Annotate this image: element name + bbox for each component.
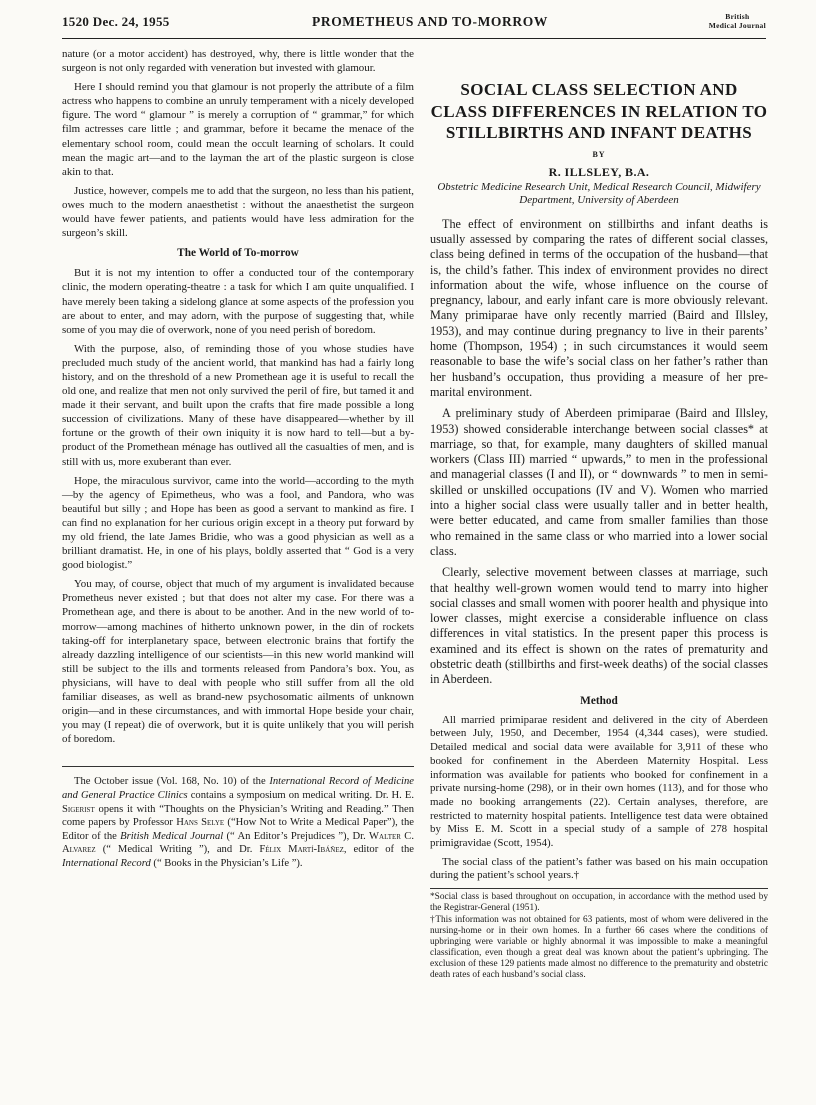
left-paragraph-2: Here I should remind you that glamour is not properly the attribute of a film actress who happens to combine an unruly temperament with a nicely developed figure. The word “ glamour ” is merely a corruption of “ grammar,” for which film actresses care little ; and grammar, before it became the menace of the elementary school room, could mean the occult learning of scholars. It could mean the magic art—and to the layman the art of the plastic surgeon is close akin to that. — [62, 81, 414, 178]
left-paragraph-7: You may, of course, object that much of my argument is invalidated because Prometheus never existed ; but that does not alter my case. For there was a Promethean age, and there is about to be another. And in the new world of to-morrow—among machines of hitherto unknown power, in the din of rockets taking-off for interplanetary space, between electronic brains that fortify the already dazzling intelligence of our scientists—in this new world mankind will still be subject to the ills and torments released from Pandora’s box. You, as physicians, will have to deal with people who still suffer from all the old familiar diseases, as well as brand-new psychosomatic ailments of unknown origin—and in these circumstances, and with immortal Hope beside your chair, you may (I repeat) die of overwork, but it is quite unlikely that you will perish of boredom. — [62, 578, 414, 746]
left-column — [62, 47, 414, 876]
article-paragraph-3: Clearly, selective movement between classes at marriage, such that healthy well-grown women would tend to marry into higher social classes and small women with poorer health and physique into lower classes, might exercise a considerable influence on class differences in vital statistics. In the present paper this process is examined and its effect is shown on the rates of prematurity and obstetric death (stillbirths and first-week deaths) of the social classes in Aberdeen. — [430, 565, 768, 687]
symposium-note-text: The October issue (Vol. 168, No. 10) of the International Record of Medicine and General Practice Clinics contains a symposium on medical writing. Dr. H. E. Sigerist opens it with “Thoughts on the Physician’s Writing and Reading.” Then come papers by Professor Hans Selye (“How Not to Write a Medical Paper”), the Editor of the British Medical Journal (“ An Editor’s Prejudices ”), Dr. Walter C. Alvarez (“ Medical Writing ”), and Dr. Félix Martí-Ibáñez, editor of the International Record (“ Books in the Physician’s Life ”). — [62, 776, 415, 869]
footnote-divider — [430, 888, 768, 889]
note-divider — [62, 766, 414, 767]
method-paragraph-1: All married primiparae resident and delivered in the city of Aberdeen between July, 1950, and December, 1954 (4,344 cases), were studied. Detailed medical and social data were available for 3,911 of these who booked for confinement in the Aberdeen Maternity Hospital. Less information was available for patients who booked for confinement in a private nursing-home (298), or in their own homes (113), and for those who made no booking arrangements (22). Certain analyses, therefore, are restricted to maternity hospital patients. Intelligence test data were obtained by Miss E. M. Scott in a special study of a sample of 278 hospital primigravidae (Scott, 1954). — [430, 713, 768, 850]
left-paragraph-6: Hope, the miraculous survivor, came into the world—according to the myth—by the agency of Epimetheus, who was a fool, and Pandora, who was beautiful but silly ; and Hope has been as good a servant to mankind as fire. I can find no explanation for her curious origin except in a theory put forward by my old friend, the late James Bridie, who was a good physician as well as a brilliant dramatist. He, in one of his plays, boldly asserted that “ God is a very good biologist.” — [62, 474, 414, 572]
article-author: R. ILLSLEY, B.A. — [548, 164, 650, 179]
article-paragraph-1: The effect of environment on stillbirths and infant deaths is usually assessed by comparing the rates of different social classes, class being defined in terms of the occupation of the husband—that is, the child’s father. This index of environment provides no direct information about the wife, whose influence on the course of pregnancy, labour, and early infant care is more obviously relevant. Many primiparae have only recently married (Baird and Illsley, 1953), and may continue during pregnancy to live in their parents’ home (Thompson, 1954) ; in such circumstances it would seem reasonable to base the wife’s social class on her father’s rather than her husband’s occupation, thus providing a measure of her pre-marital environment. — [430, 216, 768, 399]
page-number-date: 1520 Dec. 24, 1955 — [62, 14, 170, 29]
left-paragraph-5: With the purpose, also, of reminding those of you whose studies have precluded much study of the ancient world, that mankind has had a fairly long history, and on the threshold of a new Promethean age it is useful to recall the old one, and realize that men not only survived the peril of fire, but tamed it and made it their servant, and built upon the crafts that fire made possible a long succession of civilizations. Many of these have disappeared—whether by ill fortune or the growth of their own iniquity it is now hard to tell—but a by-product of the Promethean ménage has outlived all the casualties of men, and is still with us, more exuberant than ever. — [62, 342, 414, 468]
article-title: SOCIAL CLASS SELECTION AND CLASS DIFFERENCES IN RELATION TO STILLBIRTHS AND INFANT DEATHS — [430, 80, 768, 142]
footnote-excluded-patients: †This information was not obtained for 63 patients, most of whom were delivered in the nursing-home or in their own homes. In a further 66 cases where the conditions of upbringing were variable or highly abnormal it was impossible to make a meaningful classification, even though a great deal was known about the patient’s upbringing. The exclusion of these 129 patients made almost no difference to the prematurity and obstetric death rates of each husband’s social class. — [430, 915, 768, 981]
section-heading-method: Method — [580, 694, 618, 707]
running-title: PROMETHEUS AND TO-MORROW — [312, 14, 548, 29]
running-header — [62, 8, 766, 39]
journal-name-line2: Medical Journal — [708, 21, 766, 30]
footnotes — [430, 892, 768, 981]
left-paragraph-1: nature (or a motor accident) has destroyed, why, there is little wonder that the surgeon is not only regarded with veneration but invested with glamour. — [62, 48, 414, 75]
journal-name — [709, 12, 766, 30]
article-byline-label: BY — [592, 149, 606, 159]
method-paragraph-2: The social class of the patient’s father was based on his main occupation during the patient’s school years.† — [430, 855, 768, 882]
article-paragraph-2: A preliminary study of Aberdeen primiparae (Baird and Illsley, 1953) showed considerable interchange between social classes* at marriage, so that, for example, many daughters of skilled manual workers (Class III) married “ upwards,” to men in the professional and managerial classes (I and II), or “ downwards ” to men in semi-skilled or unskilled occupations (IV and V). Women who married into a higher social class were usually taller and in better health, were better educated, and came from smaller families than those who remained in the same class or who married into a lower social class. — [430, 406, 768, 558]
journal-name-line1: British — [725, 12, 750, 21]
symposium-note — [62, 775, 414, 870]
left-paragraph-4: But it is not my intention to offer a conducted tour of the contemporary clinic, the modern operating-theatre : a task for which I am quite unqualified. I have merely been taking a sidelong glance at some aspects of the profession you are about to enter, and may adorn, with the purpose of suggesting that, while some of you may die of overwork, none of you need perish of boredom. — [62, 267, 414, 336]
author-affiliation: Obstetric Medicine Research Unit, Medical Research Council, Midwifery Department, University of Aberdeen — [437, 180, 761, 207]
section-heading-world-of-tomorrow: The World of To-morrow — [177, 247, 299, 260]
left-paragraph-3: Justice, however, compels me to add that the surgeon, no less than his patient, owes much to the modern anaesthetist : without the anaesthetist the surgeon would have fewer patients, and patients would have less admiration for the surgeon’s skill. — [62, 184, 414, 240]
right-column — [430, 47, 768, 982]
footnote-social-class: *Social class is based throughout on occupation, in accordance with the method used by the Registrar-General (1951). — [430, 892, 768, 914]
